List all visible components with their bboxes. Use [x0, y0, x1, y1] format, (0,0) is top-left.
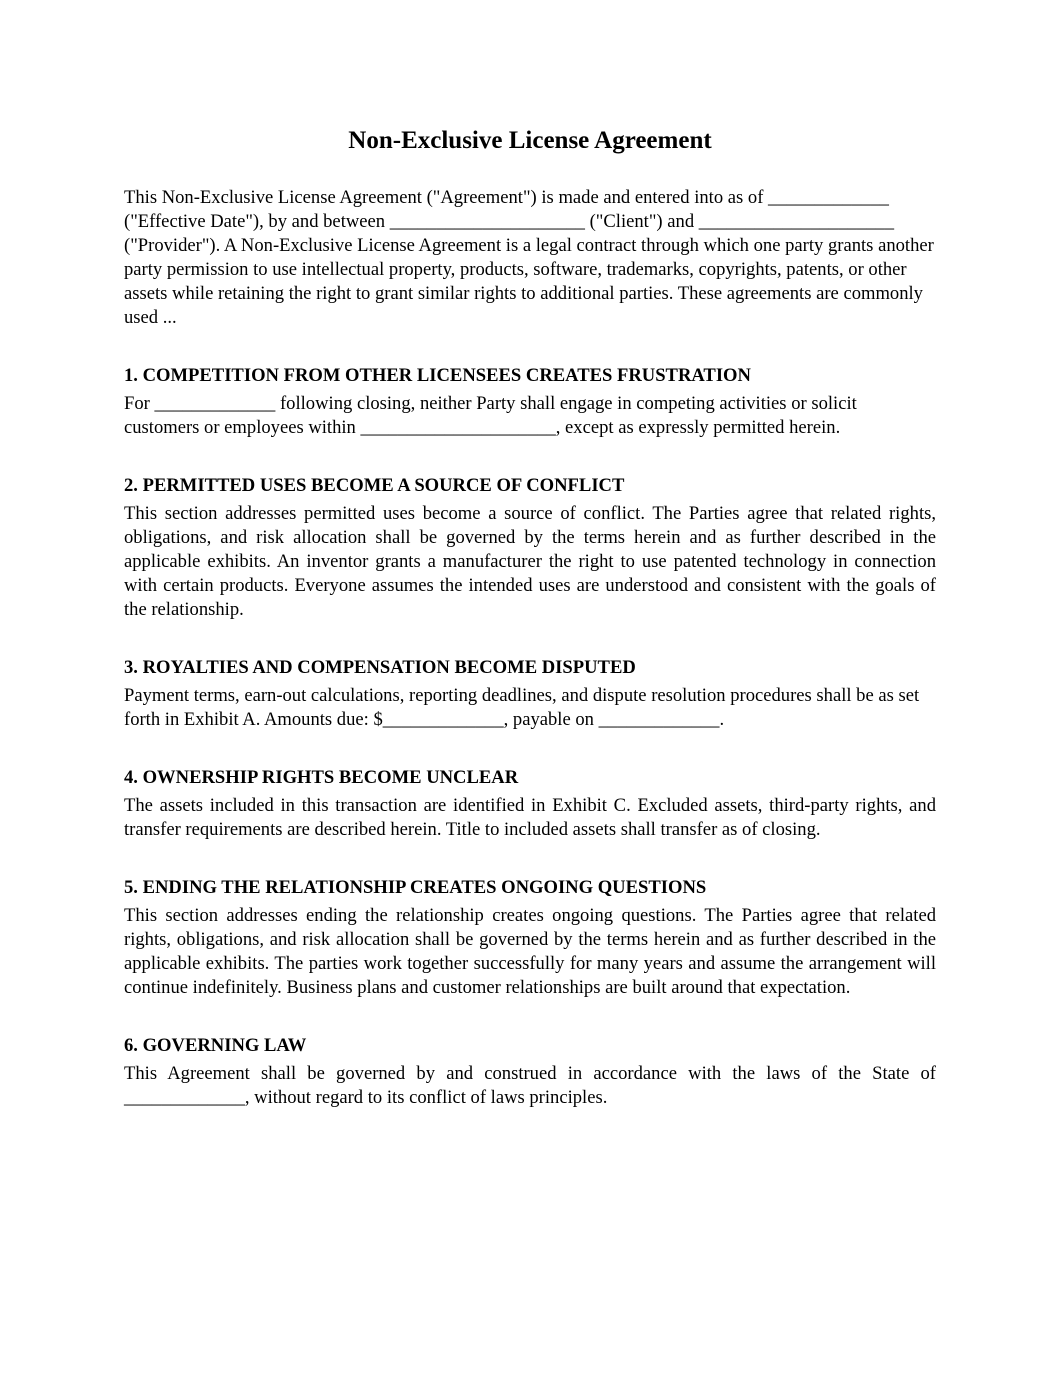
- section-body: Payment terms, earn-out calculations, reporting deadlines, and dispute resolution procedures shall be as set forth in Exhibit A. Amounts due: $_____________, payable on _____________.: [124, 685, 920, 730]
- section-3: [124, 656, 936, 732]
- document-title: Non-Exclusive License Agreement: [348, 127, 712, 154]
- section-4: [124, 766, 936, 842]
- document-page: [124, 124, 936, 1110]
- section-heading: 5. ENDING THE RELATIONSHIP CREATES ONGOING QUESTIONS: [124, 877, 707, 898]
- section-heading: 3. ROYALTIES AND COMPENSATION BECOME DISPUTED: [124, 657, 636, 678]
- section-6: [124, 1034, 936, 1110]
- section-body: This section addresses ending the relationship creates ongoing questions. The Parties agree that related rights, obligations, and risk allocation shall be governed by the terms herein and as further described in the applicable exhibits. The parties work together successfully for many years and assume the arrangement will continue indefinitely. Business plans and customer relationships are built around that expectation.: [124, 905, 936, 998]
- section-heading: 2. PERMITTED USES BECOME A SOURCE OF CONFLICT: [124, 475, 625, 496]
- section-5: [124, 876, 936, 1000]
- section-body: This section addresses permitted uses become a source of conflict. The Parties agree that related rights, obligations, and risk allocation shall be governed by the terms herein and as further described in the applicable exhibits. An inventor grants a manufacturer the right to use patented technology in connection with certain products. Everyone assumes the intended uses are understood and consistent with the goals of the relationship.: [124, 503, 936, 620]
- section-body: The assets included in this transaction are identified in Exhibit C. Excluded assets, third-party rights, and transfer requirements are described herein. Title to included assets shall transfer as of closing.: [124, 795, 936, 840]
- section-2: [124, 474, 936, 622]
- section-body: For _____________ following closing, neither Party shall engage in competing activities or solicit customers or employees within _____________________, except as expressly permitted herein.: [124, 393, 857, 438]
- section-body: This Agreement shall be governed by and construed in accordance with the laws of the State of _____________, without regard to its conflict of laws principles.: [124, 1063, 936, 1108]
- intro-paragraph: This Non-Exclusive License Agreement ("Agreement") is made and entered into as of _____________ ("Effective Date"), by and between _____________________ ("Client") and _____________________ ("Provider"). A Non-Exclusive License Agreement is a legal contract through which one party grants another party permission to use intellectual property, products, software, trademarks, copyrights, patents, or other assets while retaining the right to grant similar rights to additional parties. These agreements are commonly used ...: [124, 187, 934, 328]
- section-heading: 4. OWNERSHIP RIGHTS BECOME UNCLEAR: [124, 767, 519, 788]
- section-heading: 1. COMPETITION FROM OTHER LICENSEES CREATES FRUSTRATION: [124, 365, 751, 386]
- section-heading: 6. GOVERNING LAW: [124, 1035, 307, 1056]
- section-1: [124, 364, 936, 440]
